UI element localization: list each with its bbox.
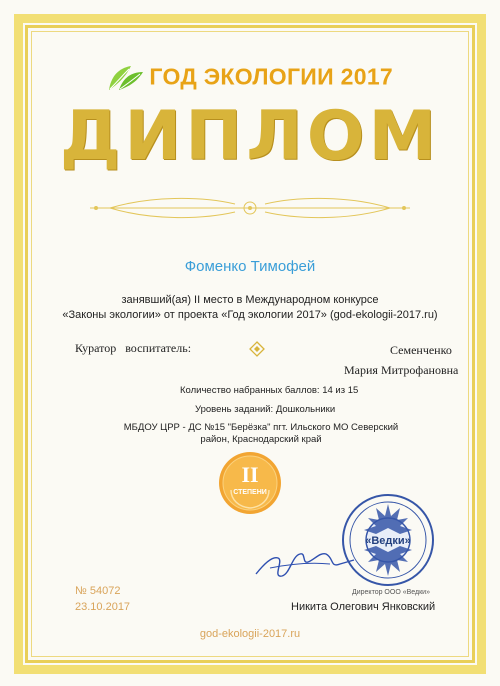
score-line: Количество набранных баллов: 14 из 15 <box>180 385 359 396</box>
level-line: Уровень заданий: Дошкольники <box>195 404 336 415</box>
diamond-ornament-icon <box>249 341 265 357</box>
organization: МБДОУ ЦРР - ДС №15 "Берёзка" пгт. Ильского МО Северский район, Краснодарский край <box>123 422 399 446</box>
award-line: занявший(ая) II место в Международном конкурсе <box>121 294 379 306</box>
director-name: Никита Олегович Янковский <box>291 601 436 613</box>
curator-name: Мария Митрофановна <box>344 363 459 377</box>
curator-label: Куратор воспитатель: <box>75 341 192 355</box>
logo <box>0 62 500 92</box>
curator-surname: Семенченко <box>390 343 452 357</box>
diploma-title: ДИПЛОМ <box>59 97 441 176</box>
contest-line: «Законы экологии» от проекта «Год экологии 2017» (god-ekologii-2017.ru) <box>62 309 438 321</box>
medal-badge <box>217 450 283 516</box>
recipient-name: Фоменко Тимофей <box>184 258 316 275</box>
stamp-center-text: «Ведки» <box>365 535 411 547</box>
medal-numeral: II <box>241 462 259 487</box>
director-label: Директор ООО «Ведки» <box>352 589 430 596</box>
ornament-divider <box>0 186 500 226</box>
logo-text: ГОД ЭКОЛОГИИ 2017 <box>149 63 394 90</box>
company-stamp <box>340 492 436 588</box>
leaves-icon <box>107 62 145 92</box>
medal-label: СТЕПЕНИ <box>233 489 267 496</box>
website-url: god-ekologii-2017.ru <box>199 628 301 640</box>
issue-date: 23.10.2017 <box>75 601 131 613</box>
diploma-number: № 54072 <box>75 585 121 597</box>
